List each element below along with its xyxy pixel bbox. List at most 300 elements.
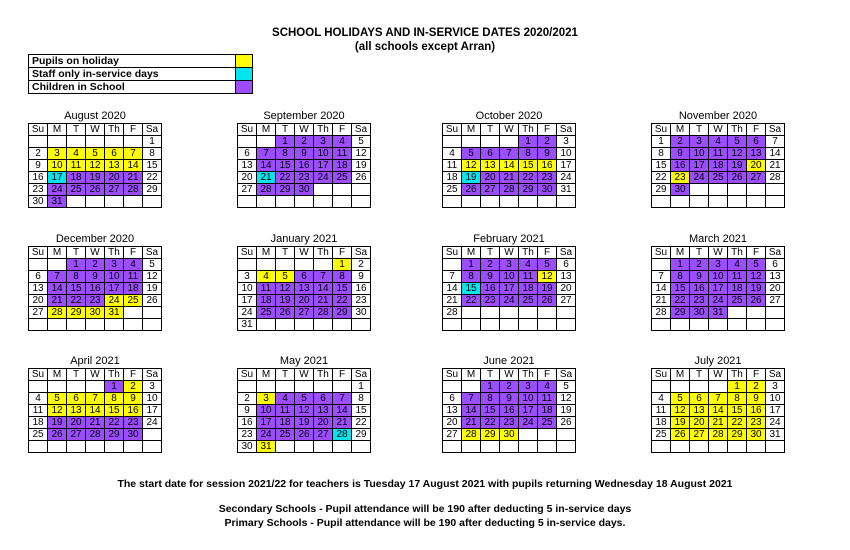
day-cell: 6: [295, 271, 314, 283]
day-cell: 21: [443, 295, 462, 307]
day-cell: 23: [295, 172, 314, 184]
weekday-header: Sa: [352, 247, 371, 259]
day-cell: 23: [124, 417, 143, 429]
day-cell: 11: [29, 405, 48, 417]
empty-cell: [519, 196, 538, 208]
week-row: [29, 136, 162, 148]
day-cell: 30: [690, 307, 709, 319]
month-name: November 2020: [678, 110, 758, 122]
day-cell: 3: [557, 136, 576, 148]
day-cell: 29: [143, 184, 162, 196]
day-cell: 12: [728, 148, 747, 160]
empty-cell: [500, 196, 519, 208]
day-cell: 9: [690, 271, 709, 283]
weekday-header: F: [747, 369, 766, 381]
day-cell: 11: [333, 148, 352, 160]
week-row: [443, 393, 576, 405]
empty-cell: [105, 319, 124, 331]
legend: [28, 54, 253, 94]
week-row: [443, 307, 576, 319]
day-cell: 2: [500, 381, 519, 393]
day-cell: 28: [709, 429, 728, 441]
day-cell: 15: [276, 160, 295, 172]
weekday-header: Su: [238, 124, 257, 136]
day-cell: 21: [257, 172, 276, 184]
day-cell: 1: [671, 259, 690, 271]
day-cell: 29: [519, 184, 538, 196]
month-table: [442, 246, 576, 331]
day-cell: 13: [481, 160, 500, 172]
day-cell: 6: [67, 393, 86, 405]
day-cell: 26: [728, 172, 747, 184]
weekday-header: Su: [443, 369, 462, 381]
day-cell: 21: [500, 172, 519, 184]
day-cell: 8: [352, 393, 371, 405]
empty-cell: [314, 184, 333, 196]
day-cell: 3: [766, 381, 785, 393]
day-cell: 11: [538, 393, 557, 405]
empty-cell: [481, 319, 500, 331]
day-cell: 30: [500, 429, 519, 441]
week-row: [238, 393, 371, 405]
day-cell: 4: [276, 393, 295, 405]
day-cell: 15: [333, 283, 352, 295]
day-cell: 7: [766, 136, 785, 148]
weekday-header: T: [276, 247, 295, 259]
day-cell: 24: [690, 172, 709, 184]
day-cell: 10: [500, 271, 519, 283]
day-cell: 26: [462, 184, 481, 196]
week-row: [29, 429, 162, 441]
empty-cell: [519, 307, 538, 319]
day-cell: 5: [671, 393, 690, 405]
week-row: [443, 319, 576, 331]
day-cell: 25: [29, 429, 48, 441]
month-table: [651, 123, 785, 208]
weekday-header: Su: [238, 247, 257, 259]
week-row: [652, 160, 785, 172]
month-calendar: [442, 355, 576, 453]
day-cell: 4: [124, 259, 143, 271]
empty-cell: [728, 307, 747, 319]
day-cell: 16: [690, 283, 709, 295]
empty-cell: [652, 196, 671, 208]
day-cell: 12: [747, 271, 766, 283]
day-cell: 28: [48, 307, 67, 319]
day-cell: 11: [67, 160, 86, 172]
day-cell: 4: [443, 148, 462, 160]
day-cell: 3: [690, 136, 709, 148]
day-cell: 17: [238, 295, 257, 307]
day-cell: 29: [105, 429, 124, 441]
empty-cell: [652, 381, 671, 393]
day-cell: 1: [143, 136, 162, 148]
day-cell: 8: [652, 148, 671, 160]
day-cell: 2: [747, 381, 766, 393]
week-row: [29, 319, 162, 331]
day-cell: 23: [690, 295, 709, 307]
day-cell: 8: [276, 148, 295, 160]
legend-row: [29, 81, 253, 94]
weekday-header: Sa: [352, 124, 371, 136]
empty-cell: [652, 441, 671, 453]
day-cell: 16: [538, 160, 557, 172]
day-cell: 15: [481, 405, 500, 417]
weekday-header: W: [86, 247, 105, 259]
weekday-header: Sa: [352, 369, 371, 381]
week-row: [443, 295, 576, 307]
day-cell: 3: [238, 271, 257, 283]
empty-cell: [257, 136, 276, 148]
day-cell: 27: [314, 429, 333, 441]
week-row: [443, 441, 576, 453]
legend-swatch: [236, 68, 253, 81]
empty-cell: [124, 441, 143, 453]
week-row: [652, 417, 785, 429]
weekday-header-row: [238, 369, 371, 381]
day-cell: 13: [295, 283, 314, 295]
day-cell: 31: [257, 441, 276, 453]
day-cell: 24: [766, 417, 785, 429]
day-cell: 7: [333, 393, 352, 405]
empty-cell: [238, 381, 257, 393]
week-row: [443, 184, 576, 196]
day-cell: 7: [314, 271, 333, 283]
day-cell: 27: [747, 172, 766, 184]
day-cell: 4: [67, 148, 86, 160]
day-cell: 25: [443, 184, 462, 196]
empty-cell: [67, 196, 86, 208]
day-cell: 14: [500, 160, 519, 172]
day-cell: 25: [257, 307, 276, 319]
month-calendar: [28, 233, 162, 331]
week-row: [238, 271, 371, 283]
week-row: [29, 405, 162, 417]
day-cell: 18: [333, 160, 352, 172]
empty-cell: [29, 319, 48, 331]
day-cell: 6: [747, 136, 766, 148]
empty-cell: [443, 441, 462, 453]
weekday-header-row: [238, 247, 371, 259]
empty-cell: [671, 196, 690, 208]
empty-cell: [124, 196, 143, 208]
empty-cell: [105, 441, 124, 453]
weekday-header: Th: [519, 124, 538, 136]
day-cell: 5: [352, 136, 371, 148]
day-cell: 6: [443, 393, 462, 405]
weekday-header: Th: [519, 369, 538, 381]
weekday-header: T: [67, 369, 86, 381]
day-cell: 18: [29, 417, 48, 429]
primary-attendance-note: Primary Schools - Pupil attendance will be 190 after deducting 5 in-service days.: [224, 517, 626, 529]
empty-cell: [143, 307, 162, 319]
day-cell: 1: [728, 381, 747, 393]
week-row: [443, 160, 576, 172]
weekday-header: Sa: [143, 247, 162, 259]
empty-cell: [671, 381, 690, 393]
empty-cell: [48, 381, 67, 393]
weekday-header: T: [481, 124, 500, 136]
week-row: [652, 136, 785, 148]
day-cell: 30: [238, 441, 257, 453]
empty-cell: [124, 136, 143, 148]
day-cell: 8: [462, 271, 481, 283]
day-cell: 10: [557, 148, 576, 160]
weekday-header: T: [690, 369, 709, 381]
day-cell: 18: [257, 295, 276, 307]
empty-cell: [481, 441, 500, 453]
day-cell: 16: [86, 283, 105, 295]
weekday-header: T: [481, 369, 500, 381]
empty-cell: [443, 381, 462, 393]
week-row: [238, 283, 371, 295]
legend-label: Staff only in-service days: [29, 68, 236, 81]
day-cell: 17: [105, 283, 124, 295]
day-cell: 16: [295, 160, 314, 172]
day-cell: 2: [481, 259, 500, 271]
day-cell: 26: [352, 172, 371, 184]
empty-cell: [747, 441, 766, 453]
empty-cell: [709, 319, 728, 331]
day-cell: 9: [86, 271, 105, 283]
day-cell: 16: [238, 417, 257, 429]
day-cell: 20: [105, 172, 124, 184]
day-cell: 1: [462, 259, 481, 271]
day-cell: 17: [690, 160, 709, 172]
day-cell: 30: [86, 307, 105, 319]
month-calendar: [28, 355, 162, 453]
day-cell: 21: [86, 417, 105, 429]
day-cell: 10: [709, 271, 728, 283]
day-cell: 19: [276, 295, 295, 307]
day-cell: 14: [462, 405, 481, 417]
day-cell: 20: [67, 417, 86, 429]
day-cell: 31: [709, 307, 728, 319]
day-cell: 1: [652, 136, 671, 148]
weekday-header: Th: [728, 124, 747, 136]
empty-cell: [766, 184, 785, 196]
day-cell: 27: [690, 429, 709, 441]
day-cell: 8: [67, 271, 86, 283]
day-cell: 10: [143, 393, 162, 405]
week-row: [238, 319, 371, 331]
weekday-header: Su: [29, 369, 48, 381]
empty-cell: [519, 441, 538, 453]
day-cell: 17: [314, 160, 333, 172]
day-cell: 21: [652, 295, 671, 307]
empty-cell: [48, 441, 67, 453]
day-cell: 21: [462, 417, 481, 429]
day-cell: 5: [728, 136, 747, 148]
empty-cell: [500, 319, 519, 331]
day-cell: 28: [462, 429, 481, 441]
month-calendar: [237, 355, 371, 453]
day-cell: 18: [276, 417, 295, 429]
day-cell: 25: [67, 184, 86, 196]
day-cell: 14: [257, 160, 276, 172]
empty-cell: [690, 184, 709, 196]
day-cell: 5: [48, 393, 67, 405]
day-cell: 2: [671, 136, 690, 148]
day-cell: 24: [557, 172, 576, 184]
day-cell: 10: [238, 283, 257, 295]
week-row: [652, 295, 785, 307]
empty-cell: [652, 259, 671, 271]
day-cell: 11: [519, 271, 538, 283]
day-cell: 6: [481, 148, 500, 160]
day-cell: 14: [333, 405, 352, 417]
weekday-header: M: [48, 124, 67, 136]
weekday-header: F: [538, 247, 557, 259]
weekday-header: Th: [519, 247, 538, 259]
weekday-header: W: [709, 369, 728, 381]
day-cell: 28: [766, 172, 785, 184]
day-cell: 24: [257, 429, 276, 441]
weekday-header: W: [709, 247, 728, 259]
day-cell: 9: [295, 148, 314, 160]
day-cell: 13: [314, 405, 333, 417]
week-row: [29, 184, 162, 196]
empty-cell: [443, 136, 462, 148]
day-cell: 28: [500, 184, 519, 196]
week-row: [443, 283, 576, 295]
empty-cell: [238, 259, 257, 271]
week-row: [443, 196, 576, 208]
empty-cell: [352, 441, 371, 453]
empty-cell: [276, 319, 295, 331]
day-cell: 17: [143, 405, 162, 417]
month-name: January 2021: [270, 233, 338, 245]
day-cell: 18: [519, 283, 538, 295]
empty-cell: [690, 441, 709, 453]
legend-row: [29, 68, 253, 81]
day-cell: 26: [557, 417, 576, 429]
weekday-header: M: [257, 124, 276, 136]
day-cell: 24: [48, 184, 67, 196]
day-cell: 15: [67, 283, 86, 295]
day-cell: 13: [29, 283, 48, 295]
weekday-header: Th: [314, 369, 333, 381]
week-row: [238, 441, 371, 453]
day-cell: 2: [124, 381, 143, 393]
weekday-header: T: [67, 124, 86, 136]
week-row: [652, 196, 785, 208]
weekday-header-row: [29, 247, 162, 259]
day-cell: 9: [29, 160, 48, 172]
weekday-header: M: [671, 369, 690, 381]
weekday-header: Th: [105, 247, 124, 259]
empty-cell: [67, 136, 86, 148]
day-cell: 10: [48, 160, 67, 172]
weekday-header: Su: [29, 124, 48, 136]
day-cell: 3: [519, 381, 538, 393]
empty-cell: [538, 307, 557, 319]
empty-cell: [352, 196, 371, 208]
empty-cell: [557, 196, 576, 208]
empty-cell: [766, 441, 785, 453]
day-cell: 14: [709, 405, 728, 417]
day-cell: 23: [238, 429, 257, 441]
empty-cell: [709, 184, 728, 196]
day-cell: 7: [124, 148, 143, 160]
day-cell: 22: [352, 417, 371, 429]
day-cell: 25: [124, 295, 143, 307]
day-cell: 13: [766, 271, 785, 283]
day-cell: 27: [105, 184, 124, 196]
weekday-header: F: [124, 124, 143, 136]
day-cell: 12: [462, 160, 481, 172]
day-cell: 28: [86, 429, 105, 441]
weekday-header: M: [671, 247, 690, 259]
day-cell: 11: [709, 148, 728, 160]
empty-cell: [671, 441, 690, 453]
week-row: [652, 184, 785, 196]
day-cell: 14: [314, 283, 333, 295]
empty-cell: [257, 196, 276, 208]
empty-cell: [67, 381, 86, 393]
weekday-header: Sa: [557, 247, 576, 259]
day-cell: 8: [519, 148, 538, 160]
day-cell: 7: [257, 148, 276, 160]
month-table: [651, 246, 785, 331]
empty-cell: [257, 259, 276, 271]
day-cell: 15: [352, 405, 371, 417]
weekday-header: M: [48, 247, 67, 259]
day-cell: 10: [314, 148, 333, 160]
day-cell: 24: [500, 295, 519, 307]
day-cell: 8: [728, 393, 747, 405]
day-cell: 21: [709, 417, 728, 429]
day-cell: 26: [48, 429, 67, 441]
day-cell: 20: [29, 295, 48, 307]
weekday-header: Su: [443, 124, 462, 136]
empty-cell: [728, 196, 747, 208]
weekday-header: F: [747, 247, 766, 259]
week-row: [238, 196, 371, 208]
month-calendar: [237, 233, 371, 331]
day-cell: 12: [352, 148, 371, 160]
empty-cell: [314, 196, 333, 208]
day-cell: 18: [124, 283, 143, 295]
empty-cell: [48, 319, 67, 331]
month-calendar: [237, 110, 371, 208]
empty-cell: [462, 381, 481, 393]
empty-cell: [276, 259, 295, 271]
week-row: [652, 441, 785, 453]
empty-cell: [86, 381, 105, 393]
weekday-header: M: [48, 369, 67, 381]
weekday-header: Sa: [557, 124, 576, 136]
week-row: [29, 283, 162, 295]
day-cell: 18: [443, 172, 462, 184]
day-cell: 4: [709, 136, 728, 148]
empty-cell: [67, 319, 86, 331]
day-cell: 14: [443, 283, 462, 295]
day-cell: 6: [29, 271, 48, 283]
empty-cell: [538, 196, 557, 208]
day-cell: 12: [276, 283, 295, 295]
day-cell: 23: [29, 184, 48, 196]
empty-cell: [462, 136, 481, 148]
empty-cell: [709, 381, 728, 393]
weekday-header: W: [295, 369, 314, 381]
session-start-note: The start date for session 2021/22 for teachers is Tuesday 17 August 2021 with pupils returning Wednesday 18 August 2021: [117, 478, 733, 490]
day-cell: 1: [276, 136, 295, 148]
empty-cell: [766, 307, 785, 319]
empty-cell: [443, 259, 462, 271]
weekday-header: F: [333, 369, 352, 381]
month-table: [28, 123, 162, 208]
